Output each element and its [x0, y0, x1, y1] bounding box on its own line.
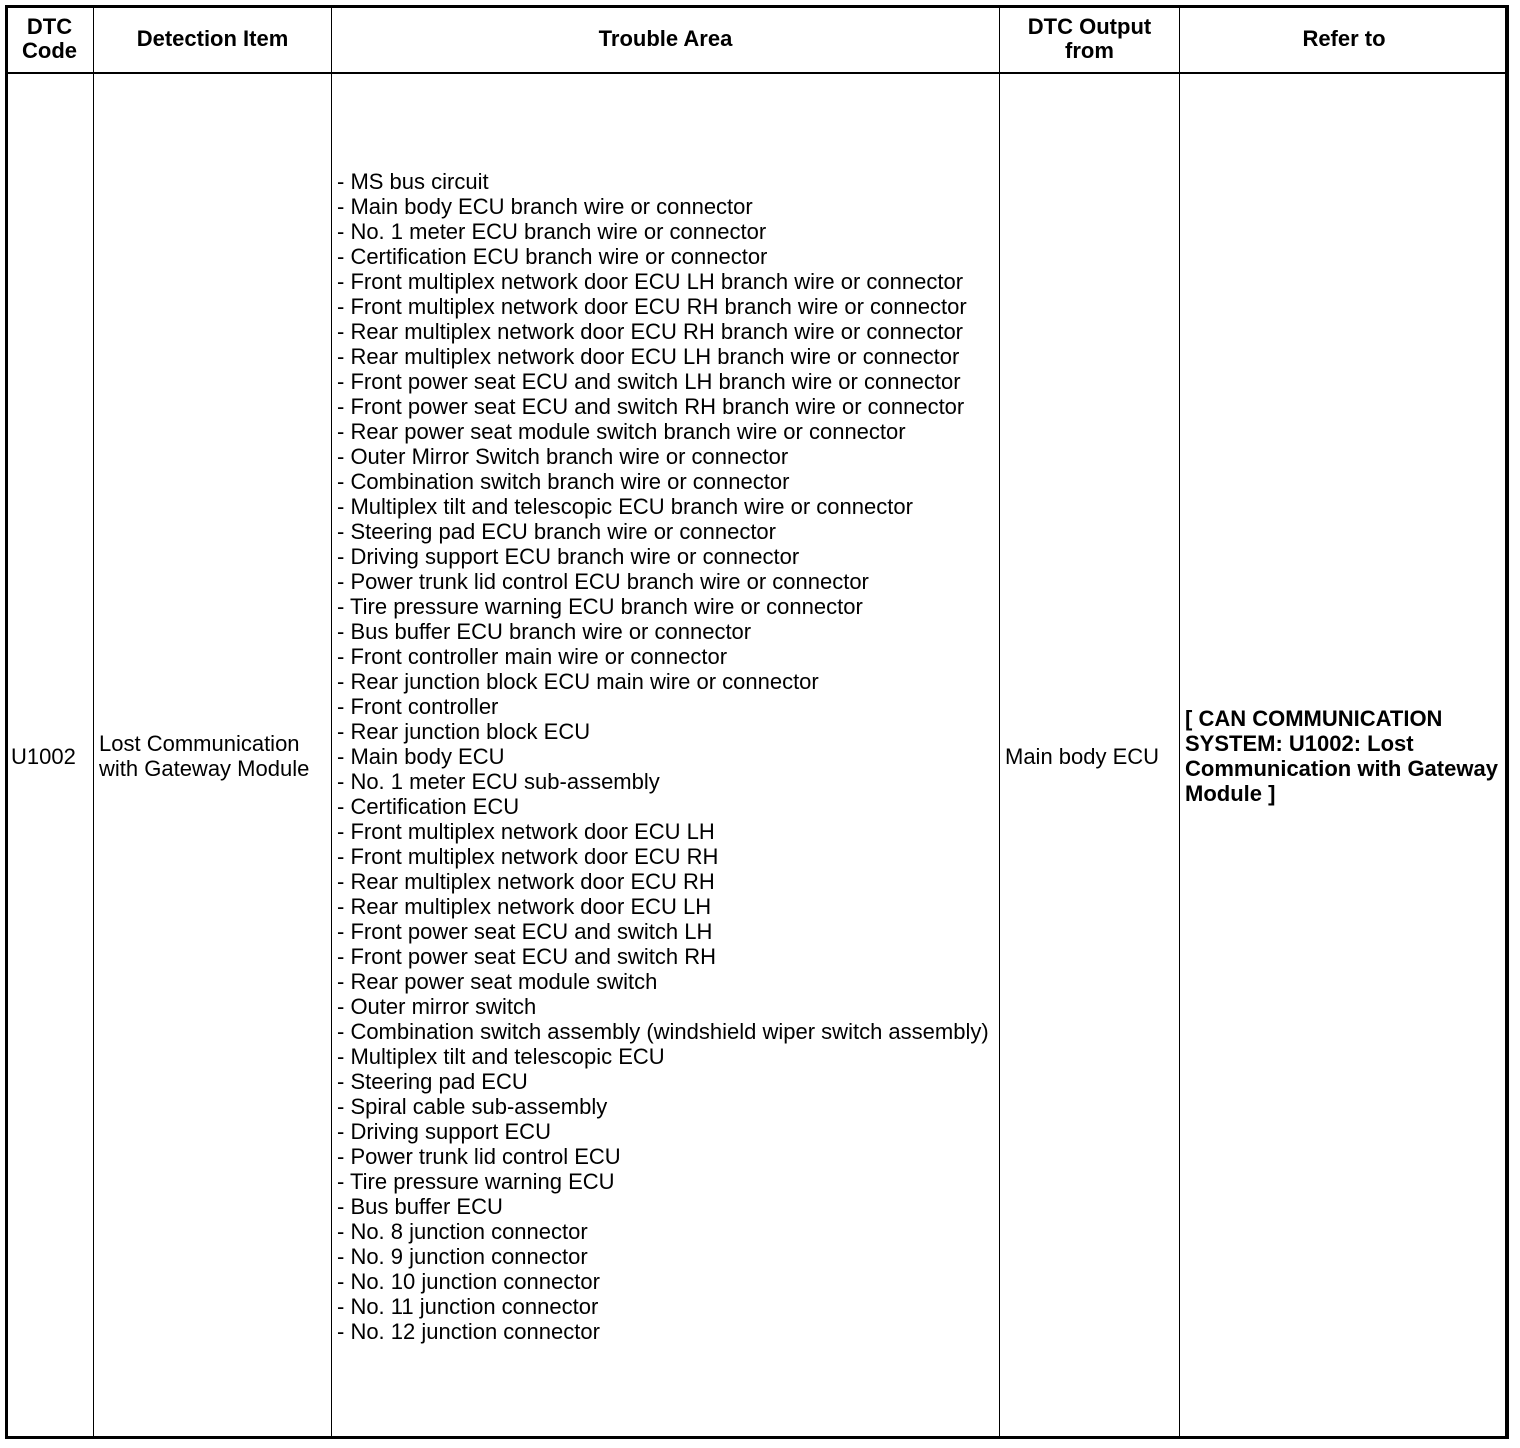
- trouble-area-item: - Rear power seat module switch branch wire or connector: [337, 418, 906, 444]
- trouble-area-item: - Combination switch branch wire or connector: [337, 468, 790, 494]
- trouble-area-item: - Rear multiplex network door ECU RH branch wire or connector: [337, 318, 964, 344]
- trouble-area-item: - Certification ECU branch wire or connector: [337, 243, 768, 269]
- trouble-area-item: - Rear power seat module switch: [337, 968, 658, 994]
- trouble-area-item: - Rear multiplex network door ECU LH branch wire or connector: [337, 343, 960, 369]
- header-dtc-code: DTC Code: [6, 6, 94, 74]
- trouble-area-item: - MS bus circuit: [337, 168, 489, 194]
- header-trouble-area: Trouble Area: [332, 6, 1000, 74]
- trouble-area-item: - Front multiplex network door ECU LH: [337, 818, 715, 844]
- trouble-area-item: - No. 12 junction connector: [337, 1318, 600, 1344]
- header-row: [6, 6, 1509, 74]
- trouble-area-item: - No. 10 junction connector: [337, 1268, 600, 1294]
- trouble-area-item: - Front multiplex network door ECU LH branch wire or connector: [337, 268, 964, 294]
- trouble-area-item: - Power trunk lid control ECU: [337, 1143, 621, 1169]
- trouble-area-item: - Rear multiplex network door ECU LH: [337, 893, 712, 919]
- trouble-area-item: - Front power seat ECU and switch RH: [337, 943, 717, 969]
- trouble-area-list: [337, 169, 994, 1344]
- dtc-table: [5, 5, 1509, 1439]
- trouble-area-item: - Bus buffer ECU: [337, 1193, 503, 1219]
- trouble-area-item: - Main body ECU: [337, 743, 505, 769]
- cell-dtc-output-from: Main body ECU: [1000, 73, 1180, 1439]
- trouble-area-item: - Front controller main wire or connector: [337, 643, 728, 669]
- trouble-area-item: - Front power seat ECU and switch LH: [337, 918, 713, 944]
- trouble-area-item: - Combination switch assembly (windshield wiper switch assembly): [337, 1018, 989, 1044]
- trouble-area-item: - No. 11 junction connector: [337, 1293, 599, 1319]
- cell-detection-item: Lost Communication with Gateway Module: [94, 73, 332, 1439]
- cell-refer-to-link[interactable]: [ CAN COMMUNICATION SYSTEM: U1002: Lost Communication with Gateway Module ]: [1180, 73, 1509, 1439]
- trouble-area-item: - Front multiplex network door ECU RH branch wire or connector: [337, 293, 967, 319]
- cell-dtc-code: U1002: [6, 73, 94, 1439]
- trouble-area-item: - Rear junction block ECU main wire or connector: [337, 668, 819, 694]
- header-dtc-output-from: DTC Output from: [1000, 6, 1180, 74]
- table-row: [6, 73, 1509, 1439]
- trouble-area-item: - Rear multiplex network door ECU RH: [337, 868, 715, 894]
- trouble-area-item: - Main body ECU branch wire or connector: [337, 193, 753, 219]
- trouble-area-item: - No. 8 junction connector: [337, 1218, 588, 1244]
- cell-trouble-area: [332, 73, 1000, 1439]
- trouble-area-item: - Tire pressure warning ECU: [337, 1168, 615, 1194]
- trouble-area-item: - Bus buffer ECU branch wire or connector: [337, 618, 752, 644]
- trouble-area-item: - Front multiplex network door ECU RH: [337, 843, 719, 869]
- trouble-area-item: - Outer Mirror Switch branch wire or connector: [337, 443, 789, 469]
- trouble-area-item: - Driving support ECU branch wire or connector: [337, 543, 800, 569]
- trouble-area-item: - No. 1 meter ECU sub-assembly: [337, 768, 660, 794]
- trouble-area-item: - Outer mirror switch: [337, 993, 537, 1019]
- trouble-area-item: - Power trunk lid control ECU branch wire or connector: [337, 568, 869, 594]
- trouble-area-item: - Multiplex tilt and telescopic ECU branch wire or connector: [337, 493, 913, 519]
- trouble-area-item: - Spiral cable sub-assembly: [337, 1093, 608, 1119]
- trouble-area-item: - Tire pressure warning ECU branch wire or connector: [337, 593, 863, 619]
- trouble-area-item: - Rear junction block ECU: [337, 718, 591, 744]
- trouble-area-item: - Front power seat ECU and switch RH branch wire or connector: [337, 393, 965, 419]
- header-detection-item: Detection Item: [94, 6, 332, 74]
- trouble-area-item: - Front controller: [337, 693, 499, 719]
- trouble-area-item: - Steering pad ECU: [337, 1068, 528, 1094]
- header-refer-to: Refer to: [1180, 6, 1509, 74]
- trouble-area-item: - Certification ECU: [337, 793, 520, 819]
- trouble-area-item: - Steering pad ECU branch wire or connector: [337, 518, 776, 544]
- trouble-area-item: - Multiplex tilt and telescopic ECU: [337, 1043, 665, 1069]
- trouble-area-item: - Front power seat ECU and switch LH branch wire or connector: [337, 368, 961, 394]
- trouble-area-item: - Driving support ECU: [337, 1118, 551, 1144]
- trouble-area-item: - No. 1 meter ECU branch wire or connector: [337, 218, 767, 244]
- trouble-area-item: - No. 9 junction connector: [337, 1243, 588, 1269]
